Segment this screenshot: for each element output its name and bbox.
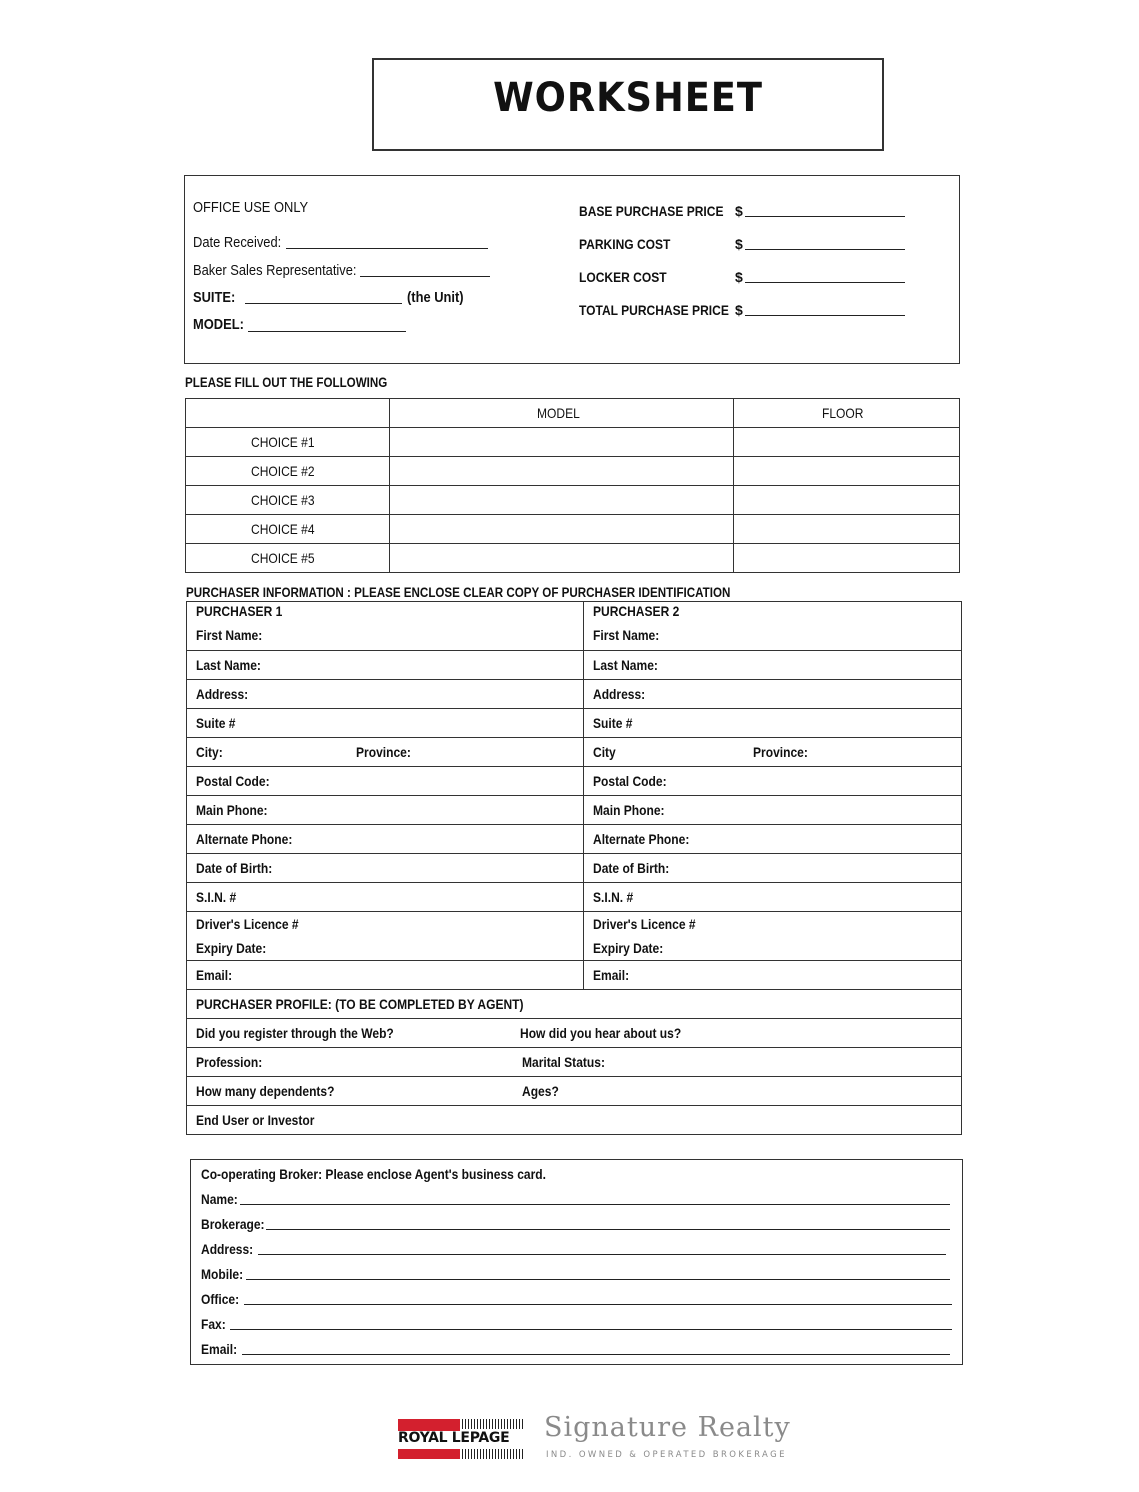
p1-suite-cell[interactable]: Suite # <box>187 709 584 738</box>
p1-expiry-label: Expiry Date: <box>196 940 267 956</box>
choice-model-cell[interactable] <box>390 428 734 457</box>
choice-floor-cell[interactable] <box>734 544 960 573</box>
profession-label: Profession: <box>196 1054 263 1070</box>
broker-email-label: Email: <box>201 1341 238 1357</box>
table-row <box>187 1106 962 1135</box>
the-unit-label: (the Unit) <box>407 289 464 306</box>
choice-model-cell[interactable] <box>390 486 734 515</box>
model-field[interactable] <box>248 331 406 332</box>
table-row <box>187 709 962 738</box>
choice-model-cell[interactable] <box>390 457 734 486</box>
choice-label: CHOICE #4 <box>186 515 390 544</box>
p2-expiry-label: Expiry Date: <box>593 940 664 956</box>
choice-label: CHOICE #5 <box>186 544 390 573</box>
p1-province-label: Province: <box>356 744 411 760</box>
table-row <box>187 1077 962 1106</box>
logo-stripes-bottom <box>462 1449 524 1459</box>
model-label: MODEL: <box>193 316 244 333</box>
choice-model-cell[interactable] <box>390 515 734 544</box>
broker-fax-field[interactable] <box>230 1329 952 1330</box>
page-title: WORKSHEET <box>493 75 763 121</box>
logo-stripes-top <box>462 1419 524 1429</box>
web-question: Did you register through the Web? <box>196 1025 394 1041</box>
broker-fax-label: Fax: <box>201 1316 226 1332</box>
table-row <box>187 602 962 651</box>
marital-label: Marital Status: <box>522 1054 605 1070</box>
date-received-field[interactable] <box>286 248 488 249</box>
broker-office-field[interactable] <box>244 1304 952 1305</box>
p2-email-cell[interactable]: Email: <box>584 961 962 990</box>
locker-cost-currency: $ <box>735 269 743 285</box>
table-row <box>187 825 962 854</box>
choice-label: CHOICE #3 <box>186 486 390 515</box>
end-user-cell[interactable]: End User or Investor <box>187 1106 962 1135</box>
broker-name-label: Name: <box>201 1191 238 1207</box>
choices-heading: PLEASE FILL OUT THE FOLLOWING <box>185 375 388 390</box>
p2-city-cell[interactable] <box>584 738 962 767</box>
p1-address-cell[interactable]: Address: <box>187 680 584 709</box>
p2-city-label: City <box>593 744 616 760</box>
choice-row <box>186 428 960 457</box>
date-received-label: Date Received: <box>193 234 282 251</box>
broker-office-label: Office: <box>201 1291 240 1307</box>
purchaser-heading: PURCHASER INFORMATION : PLEASE ENCLOSE CLEAR COPY OF PURCHASER IDENTIFICATION <box>186 585 731 600</box>
broker-brokerage-field[interactable] <box>266 1229 950 1230</box>
p1-first-name-label: First Name: <box>196 627 263 643</box>
locker-cost-label: LOCKER COST <box>579 269 667 285</box>
p2-suite-cell[interactable]: Suite # <box>584 709 962 738</box>
purchaser-table <box>186 601 962 1135</box>
broker-name-field[interactable] <box>240 1204 950 1205</box>
broker-address-field[interactable] <box>258 1254 946 1255</box>
p1-dob-cell[interactable]: Date of Birth: <box>187 854 584 883</box>
p2-alt-phone-cell[interactable]: Alternate Phone: <box>584 825 962 854</box>
p1-city-label: City: <box>196 744 223 760</box>
hear-question: How did you hear about us? <box>520 1025 682 1041</box>
choice-model-cell[interactable] <box>390 544 734 573</box>
choice-row <box>186 486 960 515</box>
broker-box <box>190 1159 963 1365</box>
profile-heading: PURCHASER PROFILE: (TO BE COMPLETED BY AGENT) <box>187 990 962 1019</box>
p2-dob-cell[interactable]: Date of Birth: <box>584 854 962 883</box>
choice-floor-cell[interactable] <box>734 457 960 486</box>
p1-city-cell[interactable] <box>187 738 584 767</box>
p2-first-name-label: First Name: <box>593 627 660 643</box>
total-price-label: TOTAL PURCHASE PRICE <box>579 302 729 318</box>
choice-floor-cell[interactable] <box>734 515 960 544</box>
table-row <box>187 1048 962 1077</box>
dependents-label: How many dependents? <box>196 1083 335 1099</box>
broker-mobile-field[interactable] <box>246 1279 950 1280</box>
table-row <box>187 961 962 990</box>
table-row <box>187 767 962 796</box>
sales-rep-label: Baker Sales Representative: <box>193 262 357 279</box>
table-row <box>187 912 962 961</box>
p2-address-cell[interactable]: Address: <box>584 680 962 709</box>
broker-email-field[interactable] <box>242 1354 950 1355</box>
base-price-currency: $ <box>735 203 743 219</box>
table-row <box>187 796 962 825</box>
brokerage-tagline: IND. OWNED & OPERATED BROKERAGE <box>546 1450 787 1460</box>
table-row <box>187 680 962 709</box>
locker-cost-field[interactable] <box>745 282 905 283</box>
p1-title: PURCHASER 1 <box>196 603 283 619</box>
choice-row <box>186 457 960 486</box>
p2-last-name-cell[interactable]: Last Name: <box>584 651 962 680</box>
table-row <box>187 651 962 680</box>
table-row <box>187 854 962 883</box>
table-row <box>187 990 962 1019</box>
parking-cost-currency: $ <box>735 236 743 252</box>
p2-province-label: Province: <box>753 744 808 760</box>
choice-floor-cell[interactable] <box>734 428 960 457</box>
ages-label: Ages? <box>522 1083 559 1099</box>
total-price-currency: $ <box>735 302 743 318</box>
choice-row <box>186 544 960 573</box>
p2-sin-cell[interactable]: S.I.N. # <box>584 883 962 912</box>
p1-email-cell[interactable]: Email: <box>187 961 584 990</box>
p2-main-phone-cell[interactable]: Main Phone: <box>584 796 962 825</box>
signature-realty-logo: Signature Realty <box>544 1412 791 1443</box>
choice-label: CHOICE #1 <box>186 428 390 457</box>
p2-first-name-cell[interactable] <box>584 602 962 651</box>
broker-brokerage-label: Brokerage: <box>201 1216 265 1232</box>
table-row <box>187 883 962 912</box>
total-price-field[interactable] <box>745 315 905 316</box>
p2-licence-cell[interactable] <box>584 912 962 961</box>
office-use-heading: OFFICE USE ONLY <box>193 199 309 216</box>
p1-alt-phone-cell[interactable]: Alternate Phone: <box>187 825 584 854</box>
base-price-field[interactable] <box>745 216 905 217</box>
p1-licence-label: Driver's Licence # <box>196 916 299 932</box>
web-hear-cell[interactable] <box>187 1019 962 1048</box>
choices-table <box>185 398 960 573</box>
broker-mobile-label: Mobile: <box>201 1266 244 1282</box>
table-row <box>187 738 962 767</box>
choices-corner-cell <box>186 399 390 428</box>
suite-field[interactable] <box>245 303 402 304</box>
suite-label: SUITE: <box>193 289 236 306</box>
sales-rep-field[interactable] <box>360 276 490 277</box>
p1-postal-cell[interactable]: Postal Code: <box>187 767 584 796</box>
table-row <box>187 1019 962 1048</box>
choice-label: CHOICE #2 <box>186 457 390 486</box>
p1-sin-cell[interactable]: S.I.N. # <box>187 883 584 912</box>
parking-cost-label: PARKING COST <box>579 236 671 252</box>
p1-licence-cell[interactable] <box>187 912 584 961</box>
choice-floor-cell[interactable] <box>734 486 960 515</box>
base-price-label: BASE PURCHASE PRICE <box>579 203 724 219</box>
broker-address-label: Address: <box>201 1241 254 1257</box>
p2-postal-cell[interactable]: Postal Code: <box>584 767 962 796</box>
p1-last-name-cell[interactable]: Last Name: <box>187 651 584 680</box>
col-model-header: MODEL <box>390 399 734 428</box>
dependents-ages-cell[interactable] <box>187 1077 962 1106</box>
p1-main-phone-cell[interactable]: Main Phone: <box>187 796 584 825</box>
p2-licence-label: Driver's Licence # <box>593 916 696 932</box>
col-floor-header: FLOOR <box>734 399 960 428</box>
profession-marital-cell[interactable] <box>187 1048 962 1077</box>
broker-heading: Co-operating Broker: Please enclose Agent's business card. <box>201 1166 546 1182</box>
p1-first-name-cell[interactable] <box>187 602 584 651</box>
parking-cost-field[interactable] <box>745 249 905 250</box>
royal-lepage-logo-text: ROYAL LEPAGE <box>398 1430 510 1446</box>
royal-lepage-logo-red-bar-bottom <box>398 1449 460 1459</box>
p2-title: PURCHASER 2 <box>593 603 680 619</box>
choices-header-row <box>186 399 960 428</box>
choice-row <box>186 515 960 544</box>
